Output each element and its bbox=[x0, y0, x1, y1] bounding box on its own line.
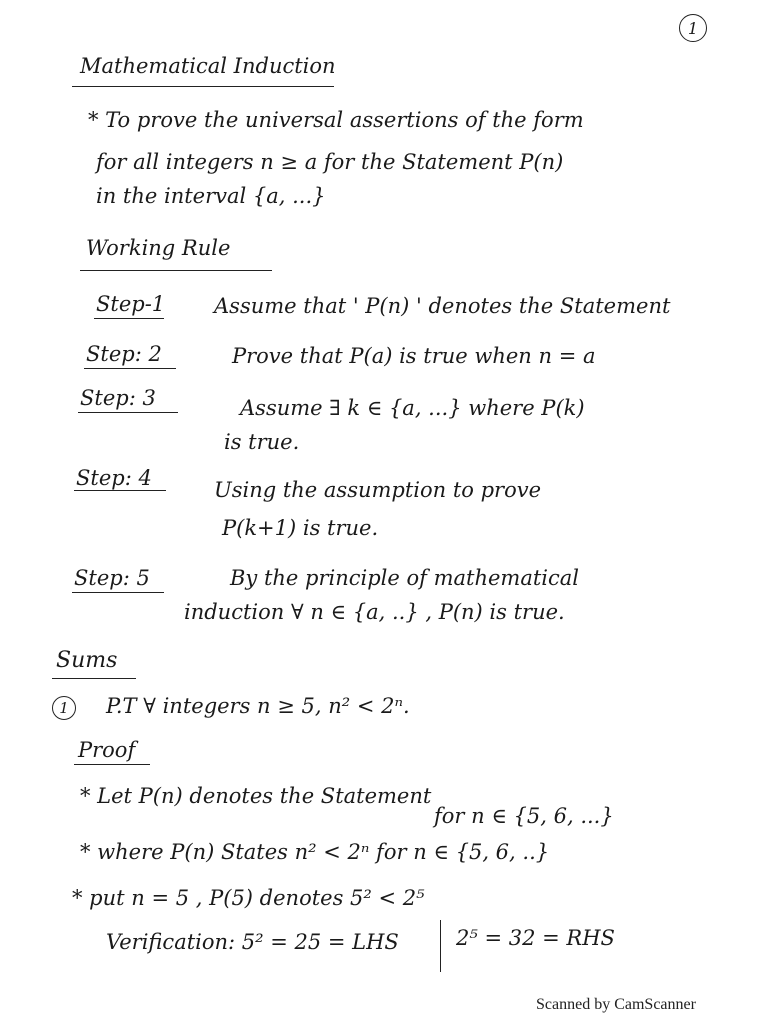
proof-line-4: * put n = 5 , P(5) denotes 5² < 2⁵ bbox=[72, 886, 425, 910]
intro-line-2: for all integers n ≥ a for the Statement P(n) bbox=[96, 150, 564, 174]
title-underline bbox=[72, 86, 334, 87]
page-number: 1 bbox=[679, 14, 707, 42]
working-rule-underline bbox=[80, 270, 272, 271]
step-1-text: Assume that ' P(n) ' denotes the Statement bbox=[214, 294, 671, 318]
sums-heading: Sums bbox=[56, 648, 118, 673]
verification-rhs: 2⁵ = 32 = RHS bbox=[456, 926, 615, 950]
step-3-underline bbox=[78, 412, 178, 413]
step-4-underline bbox=[74, 490, 166, 491]
step-2-text: Prove that P(a) is true when n = a bbox=[232, 344, 596, 368]
verification-divider bbox=[440, 920, 441, 972]
step-3-text-continued: is true. bbox=[224, 430, 300, 454]
step-1-underline bbox=[94, 318, 164, 319]
page-title: Mathematical Induction bbox=[80, 54, 336, 78]
working-rule-heading: Working Rule bbox=[86, 236, 231, 260]
sums-underline bbox=[52, 678, 136, 679]
verification-lhs: Verification: 5² = 25 = LHS bbox=[106, 930, 399, 954]
scanner-watermark: Scanned by CamScanner bbox=[536, 996, 696, 1013]
step-5-underline bbox=[72, 592, 164, 593]
step-5-text: By the principle of mathematical bbox=[230, 566, 580, 590]
step-5-label: Step: 5 bbox=[74, 566, 150, 590]
step-4-text: Using the assumption to prove bbox=[214, 478, 542, 502]
intro-line-3: in the interval {a, ...} bbox=[96, 184, 326, 208]
problem-number: 1 bbox=[52, 696, 76, 720]
proof-underline bbox=[74, 764, 150, 765]
proof-line-1: * Let P(n) denotes the Statement bbox=[80, 784, 432, 808]
proof-heading: Proof bbox=[78, 738, 136, 762]
step-3-label: Step: 3 bbox=[80, 386, 156, 410]
step-5-text-continued: induction ∀ n ∈ {a, ..} , P(n) is true. bbox=[184, 600, 565, 624]
step-2-label: Step: 2 bbox=[86, 342, 162, 366]
step-4-text-continued: P(k+1) is true. bbox=[222, 516, 379, 540]
step-2-underline bbox=[84, 368, 176, 369]
intro-line-1: * To prove the universal assertions of the form bbox=[88, 108, 584, 132]
proof-line-2: for n ∈ {5, 6, ...} bbox=[434, 804, 614, 828]
proof-line-3: * where P(n) States n² < 2ⁿ for n ∈ {5, 6, ..} bbox=[80, 840, 550, 864]
step-4-label: Step: 4 bbox=[76, 466, 152, 490]
step-1-label: Step-1 bbox=[96, 292, 166, 316]
problem-statement: P.T ∀ integers n ≥ 5, n² < 2ⁿ. bbox=[106, 694, 410, 718]
step-3-text: Assume ∃ k ∈ {a, ...} where P(k) bbox=[240, 396, 585, 420]
